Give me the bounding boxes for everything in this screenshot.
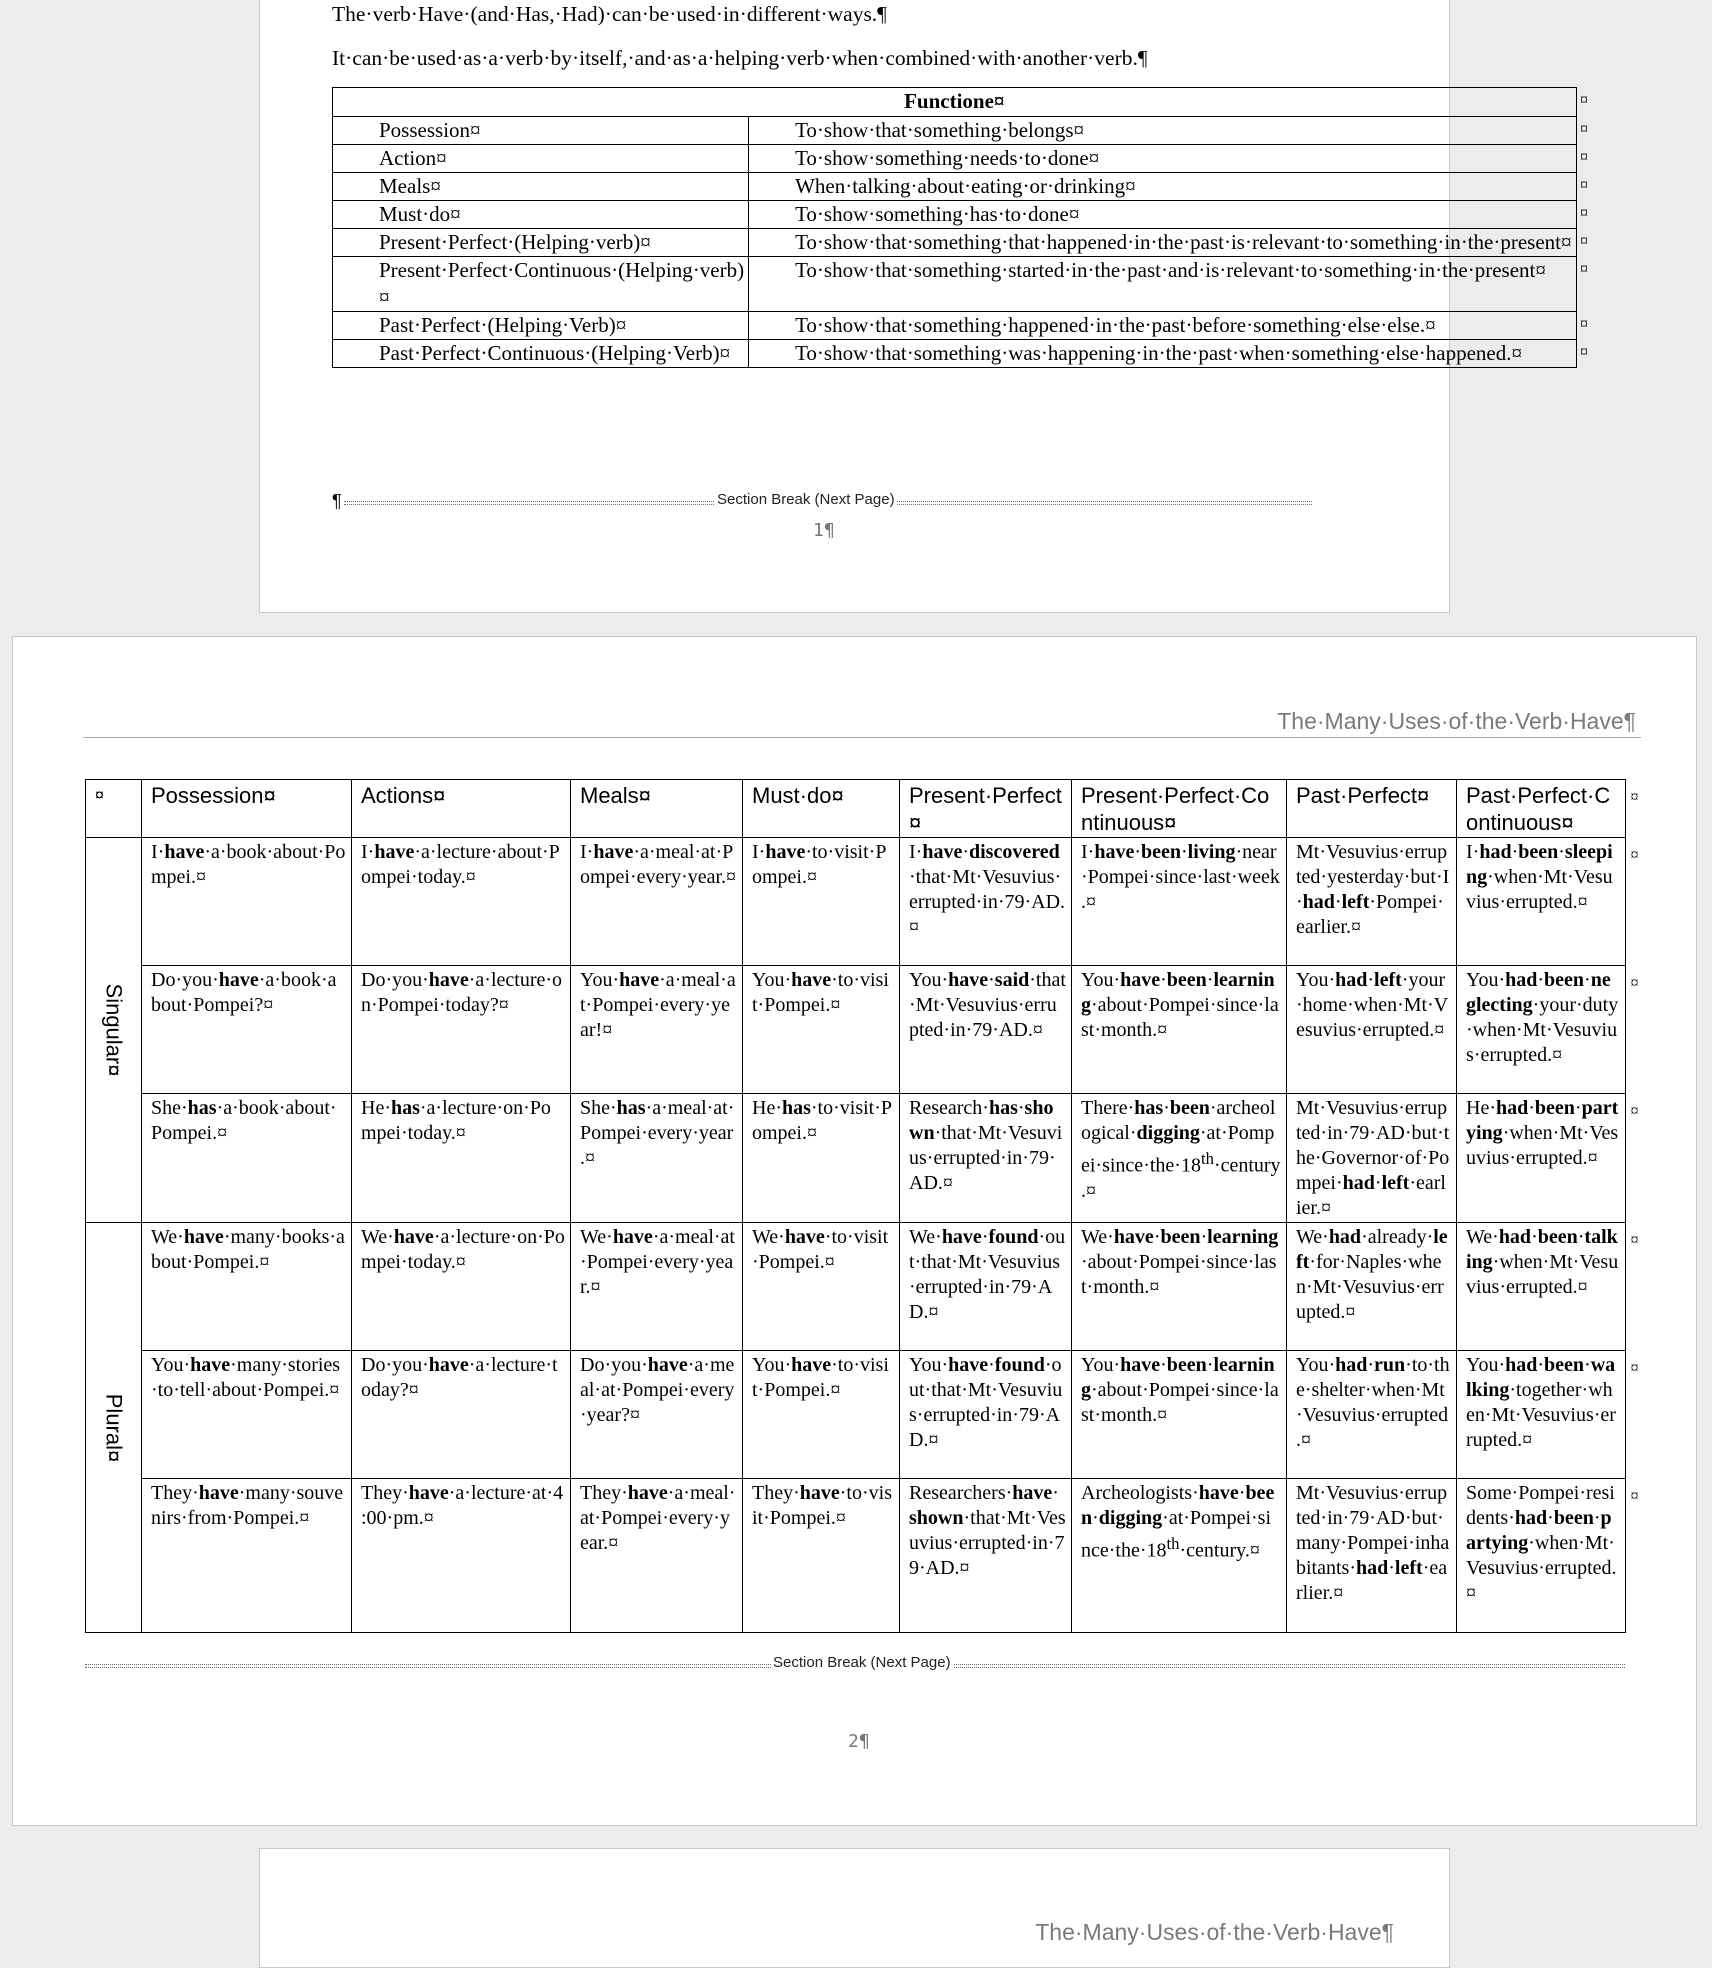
example-cell[interactable]: You·have·to·visit·Pompei.¤ (743, 966, 900, 1094)
functions-table-header: Functione¤ (333, 88, 1577, 117)
example-cell[interactable]: Do·you·have·a·meal·at·Pompei·every·year?¤ (571, 1351, 743, 1479)
group-label-singular: Singular¤ (101, 983, 126, 1077)
example-cell[interactable]: Do·you·have·a·lecture·today?¤ (352, 1351, 571, 1479)
function-name-cell[interactable]: Past·Perfect·(Helping·Verb)¤ (333, 312, 749, 340)
table-row (86, 1479, 1626, 1633)
example-cell[interactable]: You·have·said·that·Mt·Vesuvius·errupted·in·79·AD.¤ (900, 966, 1072, 1094)
group-singular-cell (86, 838, 142, 1223)
group-plural-cell (86, 1223, 142, 1633)
example-cell[interactable]: I·have·a·lecture·about·Pompei·today.¤ (352, 838, 571, 966)
function-description-cell[interactable]: To·show·that·something·was·happening·in·the·past·when·something·else·happened.¤ (749, 340, 1576, 368)
row-end-mark: ¤ (1580, 204, 1589, 222)
function-name-cell[interactable]: Present·Perfect·(Helping·verb)¤ (333, 229, 749, 257)
example-cell[interactable]: You·had·been·neglecting·your·duty·when·Mt·Vesuvius·errupted.¤ (1457, 966, 1626, 1094)
page-number: 2¶ (848, 1731, 870, 1752)
table-header-row (86, 780, 1626, 838)
row-end-mark: ¤ (1630, 788, 1639, 806)
table-row (86, 1223, 1626, 1351)
example-cell[interactable]: Mt·Vesuvius·errupted·in·79·AD·but·the·Governor·of·Pompei·had·left·earlier.¤ (1287, 1094, 1457, 1223)
function-description-cell[interactable]: To·show·that·something·happened·in·the·past·before·something·else·else.¤ (749, 312, 1576, 340)
example-cell[interactable]: You·have·many·stories·to·tell·about·Pompei.¤ (142, 1351, 352, 1479)
table-body (86, 838, 1626, 1633)
example-cell[interactable]: You·have·been·learning·about·Pompei·since·last·month.¤ (1072, 1351, 1287, 1479)
group-label-plural: Plural¤ (101, 1393, 126, 1462)
section-break-2 (85, 1654, 1625, 1676)
row-end-mark: ¤ (1630, 846, 1639, 864)
function-name-cell[interactable]: Must·do¤ (333, 201, 749, 229)
example-cell[interactable]: Researchers·have·shown·that·Mt·Vesuvius·errupted·in·79·AD.¤ (900, 1479, 1072, 1633)
row-end-mark: ¤ (1580, 91, 1589, 109)
function-row (333, 340, 1577, 368)
table-row (86, 1351, 1626, 1479)
corner-cell: ¤ (86, 780, 142, 838)
example-cell[interactable]: Mt·Vesuvius·errupted·in·79·AD·but·many·Pompei·inhabitants·had·left·earlier.¤ (1287, 1479, 1457, 1633)
function-row (333, 257, 1577, 312)
example-cell[interactable]: We·had·been·talking·when·Mt·Vesuvius·errupted.¤ (1457, 1223, 1626, 1351)
function-row (333, 145, 1577, 173)
function-row (333, 173, 1577, 201)
example-cell[interactable]: Do·you·have·a·book·about·Pompei?¤ (142, 966, 352, 1094)
function-description-cell[interactable]: To·show·that·something·started·in·the·past·and·is·relevant·to·something·in·the·present¤ (749, 257, 1576, 312)
example-cell[interactable]: You·have·to·visit·Pompei.¤ (743, 1351, 900, 1479)
example-cell[interactable]: They·have·a·lecture·at·4:00·pm.¤ (352, 1479, 571, 1633)
example-cell[interactable]: They·have·many·souvenirs·from·Pompei.¤ (142, 1479, 352, 1633)
section-break-label: Section Break (Next Page) (717, 491, 895, 508)
row-end-mark: ¤ (1580, 343, 1589, 361)
table-row (86, 966, 1626, 1094)
row-end-mark: ¤ (1630, 1487, 1639, 1505)
function-description-cell[interactable]: To·show·that·something·that·happened·in·the·past·is·relevant·to·something·in·the·present¤ (749, 229, 1576, 257)
function-description-cell[interactable]: To·show·something·has·to·done¤ (749, 201, 1576, 229)
row-end-mark: ¤ (1580, 148, 1589, 166)
example-cell[interactable]: He·has·to·visit·Pompei.¤ (743, 1094, 900, 1223)
intro-line-2[interactable]: It·can·be·used·as·a·verb·by·itself,·and·as·a·helping·verb·when·combined·with·another·verb.¶ (332, 46, 1148, 70)
document-page-1 (259, 0, 1589, 613)
row-end-mark: ¤ (1630, 1102, 1639, 1120)
example-cell[interactable]: You·have·found·out·that·Mt·Vesuvius·errupted·in·79·AD.¤ (900, 1351, 1072, 1479)
row-end-mark: ¤ (1580, 176, 1589, 194)
function-name-cell[interactable]: Past·Perfect·Continuous·(Helping·Verb)¤ (333, 340, 749, 368)
table-row (86, 838, 1626, 966)
function-description-cell[interactable]: When·talking·about·eating·or·drinking¤ (749, 173, 1576, 201)
example-cell[interactable]: I·have·discovered·that·Mt·Vesuvius·errupted·in·79·AD.¤ (900, 838, 1072, 966)
column-header: Must·do¤ (743, 780, 900, 838)
section-break-1 (332, 491, 1312, 513)
intro-line-1[interactable]: The·verb·Have·(and·Has,·Had)·can·be·used·in·different·ways.¶ (332, 2, 887, 26)
example-cell[interactable]: Archeologists·have·been·digging·at·Pompei·since·the·18th·century.¤ (1072, 1479, 1287, 1633)
example-cell[interactable]: I·have·a·meal·at·Pompei·every·year.¤ (571, 838, 743, 966)
function-name-cell[interactable]: Possession¤ (333, 117, 749, 145)
example-cell[interactable]: He·has·a·lecture·on·Pompei·today.¤ (352, 1094, 571, 1223)
header-rule (83, 737, 1641, 738)
example-cell[interactable]: We·have·a·meal·at·Pompei·every·year.¤ (571, 1223, 743, 1351)
function-row (333, 201, 1577, 229)
function-name-cell[interactable]: Present·Perfect·Continuous·(Helping·verb)¤ (333, 257, 749, 312)
example-cell[interactable]: I·have·a·book·about·Pompei.¤ (142, 838, 352, 966)
page-number: 1¶ (813, 520, 835, 541)
example-cell[interactable]: There·has·been·archeological·digging·at·Pompei·since·the·18th·century.¤ (1072, 1094, 1287, 1223)
function-description-cell[interactable]: To·show·something·needs·to·done¤ (749, 145, 1576, 173)
example-cell[interactable]: You·had·run·to·the·shelter·when·Mt·Vesuvius·errupted.¤ (1287, 1351, 1457, 1479)
verb-usage-table[interactable] (85, 779, 1626, 1633)
example-cell[interactable]: I·have·been·living·near·Pompei·since·last·week.¤ (1072, 838, 1287, 966)
function-name-cell[interactable]: Action¤ (333, 145, 749, 173)
page-header[interactable]: The·Many·Uses·of·the·Verb·Have¶ (1035, 1919, 1394, 1945)
column-header: Present·Perfect·Continuous¤ (1072, 780, 1287, 838)
example-cell[interactable]: Some·Pompei·residents·had·been·partying·when·Mt·Vesuvius·errupted.¤ (1457, 1479, 1626, 1633)
function-row (333, 117, 1577, 145)
example-cell[interactable]: We·have·to·visit·Pompei.¤ (743, 1223, 900, 1351)
example-cell[interactable]: I·have·to·visit·Pompei.¤ (743, 838, 900, 966)
function-name-cell[interactable]: Meals¤ (333, 173, 749, 201)
page-header[interactable]: The·Many·Uses·of·the·Verb·Have¶ (1277, 708, 1636, 734)
example-cell[interactable]: We·have·many·books·about·Pompei.¤ (142, 1223, 352, 1351)
function-row (333, 229, 1577, 257)
example-cell[interactable]: You·have·a·meal·at·Pompei·every·year!¤ (571, 966, 743, 1094)
example-cell[interactable]: Do·you·have·a·lecture·on·Pompei·today?¤ (352, 966, 571, 1094)
example-cell[interactable]: We·have·been·learning·about·Pompei·since·last·month.¤ (1072, 1223, 1287, 1351)
example-cell[interactable]: He·had·been·partying·when·Mt·Vesuvius·errupted.¤ (1457, 1094, 1626, 1223)
example-cell[interactable]: They·have·to·visit·Pompei.¤ (743, 1479, 900, 1633)
section-break-label: Section Break (Next Page) (773, 1654, 951, 1671)
column-header: Past·Perfect·Continuous¤ (1457, 780, 1626, 838)
column-header: Meals¤ (571, 780, 743, 838)
column-header: Possession¤ (142, 780, 352, 838)
column-header: Past·Perfect¤ (1287, 780, 1457, 838)
functions-table-body (333, 117, 1577, 368)
example-cell[interactable]: We·had·already·left·for·Naples·when·Mt·Vesuvius·errupted.¤ (1287, 1223, 1457, 1351)
functions-table[interactable] (332, 87, 1577, 368)
example-cell[interactable]: They·have·a·meal·at·Pompei·every·year.¤ (571, 1479, 743, 1633)
row-end-mark: ¤ (1580, 315, 1589, 333)
example-cell[interactable]: We·have·a·lecture·on·Pompei·today.¤ (352, 1223, 571, 1351)
column-header: Present·Perfect¤ (900, 780, 1072, 838)
document-page-3 (259, 1848, 1450, 1968)
example-cell[interactable]: She·has·a·book·about·Pompei.¤ (142, 1094, 352, 1223)
example-cell[interactable]: You·had·left·your·home·when·Mt·Vesuvius·errupted.¤ (1287, 966, 1457, 1094)
example-cell[interactable]: Research·has·shown·that·Mt·Vesuvius·errupted·in·79·AD.¤ (900, 1094, 1072, 1223)
example-cell[interactable]: I·had·been·sleeping·when·Mt·Vesuvius·errupted.¤ (1457, 838, 1626, 966)
document-page-2 (12, 636, 1697, 1826)
row-end-mark: ¤ (1580, 120, 1589, 138)
function-row (333, 312, 1577, 340)
example-cell[interactable]: You·had·been·walking·together·when·Mt·Vesuvius·errupted.¤ (1457, 1351, 1626, 1479)
row-end-mark: ¤ (1580, 260, 1589, 278)
paragraph-mark: ¶ (332, 491, 342, 511)
example-cell[interactable]: We·have·found·out·that·Mt·Vesuvius·errupted·in·79·AD.¤ (900, 1223, 1072, 1351)
row-end-mark: ¤ (1630, 1231, 1639, 1249)
table-row (86, 1094, 1626, 1223)
column-header: Actions¤ (352, 780, 571, 838)
function-description-cell[interactable]: To·show·that·something·belongs¤ (749, 117, 1576, 145)
row-end-mark: ¤ (1630, 974, 1639, 992)
row-end-mark: ¤ (1630, 1359, 1639, 1377)
example-cell[interactable]: Mt·Vesuvius·errupted·yesterday·but·I·had·left·Pompei·earlier.¤ (1287, 838, 1457, 966)
row-end-mark: ¤ (1580, 232, 1589, 250)
example-cell[interactable]: You·have·been·learning·about·Pompei·since·last·month.¤ (1072, 966, 1287, 1094)
example-cell[interactable]: She·has·a·meal·at·Pompei·every·year.¤ (571, 1094, 743, 1223)
